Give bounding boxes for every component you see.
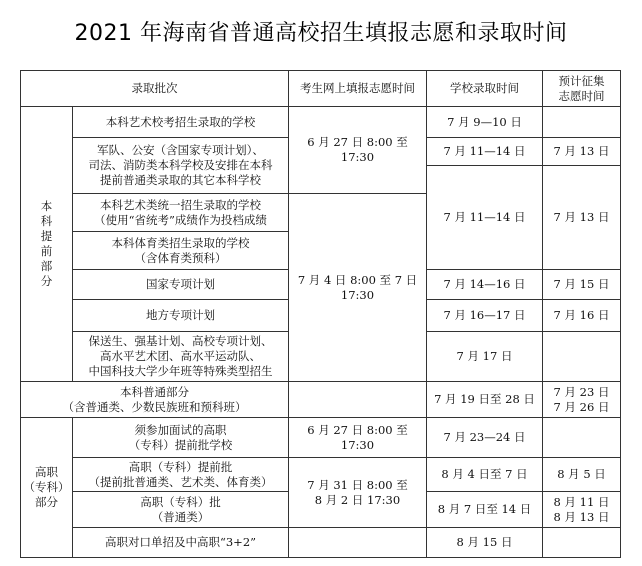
table-row — [21, 458, 621, 492]
supp-time-cell — [543, 418, 621, 458]
batch-cell: 高职对口单招及中高职“3+2” — [73, 528, 289, 558]
table-row — [21, 418, 621, 458]
batch-cell: 高职（专科）提前批 （提前批普通类、艺术类、体育类） — [73, 458, 289, 492]
header-supp-time: 预计征集 志愿时间 — [543, 71, 621, 107]
fill-time-cell: 6 月 27 日 8:00 至 17:30 — [289, 107, 427, 194]
fill-time-cell: 6 月 27 日 8:00 至 17:30 — [289, 418, 427, 458]
category-undergrad-early: 本 科 提 前 部 分 — [21, 107, 73, 382]
batch-cell: 本科体育类招生录取的学校 （含体育类预科） — [73, 232, 289, 270]
supp-time-cell: 7 月 23 日 7 月 26 日 — [543, 382, 621, 418]
supp-time-cell — [543, 332, 621, 382]
category-vocational: 高职 （专科） 部分 — [21, 418, 73, 558]
admit-time-cell: 7 月 23—24 日 — [427, 418, 543, 458]
batch-cell: 本科艺术校考招生录取的学校 — [73, 107, 289, 138]
batch-cell-regular: 本科普通部分 （含普通类、少数民族班和预科班） — [21, 382, 289, 418]
admit-time-cell: 7 月 11—14 日 — [427, 166, 543, 270]
fill-time-cell — [289, 382, 427, 418]
admit-time-cell: 8 月 15 日 — [427, 528, 543, 558]
admit-time-cell: 7 月 14—16 日 — [427, 270, 543, 300]
batch-cell: 保送生、强基计划、高校专项计划、 高水平艺术团、高水平运动队、 中国科技大学少年班等特殊类型招生 — [73, 332, 289, 382]
batch-cell: 高职（专科）批 （普通类） — [73, 492, 289, 528]
admit-time-cell: 8 月 4 日至 7 日 — [427, 458, 543, 492]
admit-time-cell: 7 月 17 日 — [427, 332, 543, 382]
header-fill-time: 考生网上填报志愿时间 — [289, 71, 427, 107]
supp-time-cell: 8 月 5 日 — [543, 458, 621, 492]
table-header-row — [21, 71, 621, 107]
supp-time-cell: 8 月 11 日 8 月 13 日 — [543, 492, 621, 528]
admit-time-cell: 7 月 19 日至 28 日 — [427, 382, 543, 418]
batch-cell: 本科艺术类统一招生录取的学校 （使用“省统考”成绩作为投档成绩 — [73, 194, 289, 232]
supp-time-cell — [543, 528, 621, 558]
admission-schedule-table — [20, 70, 621, 558]
supp-time-cell: 7 月 13 日 — [543, 166, 621, 270]
fill-time-cell — [289, 528, 427, 558]
admit-time-cell: 7 月 16—17 日 — [427, 300, 543, 332]
batch-cell: 军队、公安（含国家专项计划）、 司法、消防类本科学校及安排在本科 提前普通类录取的其它本科学校 — [73, 138, 289, 194]
admit-time-cell: 8 月 7 日至 14 日 — [427, 492, 543, 528]
fill-time-cell: 7 月 31 日 8:00 至 8 月 2 日 17:30 — [289, 458, 427, 528]
header-admit-time: 学校录取时间 — [427, 71, 543, 107]
batch-cell: 国家专项计划 — [73, 270, 289, 300]
supp-time-cell: 7 月 13 日 — [543, 138, 621, 166]
supp-time-cell: 7 月 16 日 — [543, 300, 621, 332]
batch-cell: 须参加面试的高职 （专科）提前批学校 — [73, 418, 289, 458]
batch-cell: 地方专项计划 — [73, 300, 289, 332]
supp-time-cell — [543, 107, 621, 138]
admit-time-cell: 7 月 11—14 日 — [427, 138, 543, 166]
fill-time-cell: 7 月 4 日 8:00 至 7 日 17:30 — [289, 194, 427, 382]
page-title: 2021 年海南省普通高校招生填报志愿和录取时间 — [74, 21, 568, 46]
table-row — [21, 528, 621, 558]
supp-time-cell: 7 月 15 日 — [543, 270, 621, 300]
admit-time-cell: 7 月 9—10 日 — [427, 107, 543, 138]
table-row — [21, 382, 621, 418]
table-row — [21, 107, 621, 138]
header-batch: 录取批次 — [21, 71, 289, 107]
